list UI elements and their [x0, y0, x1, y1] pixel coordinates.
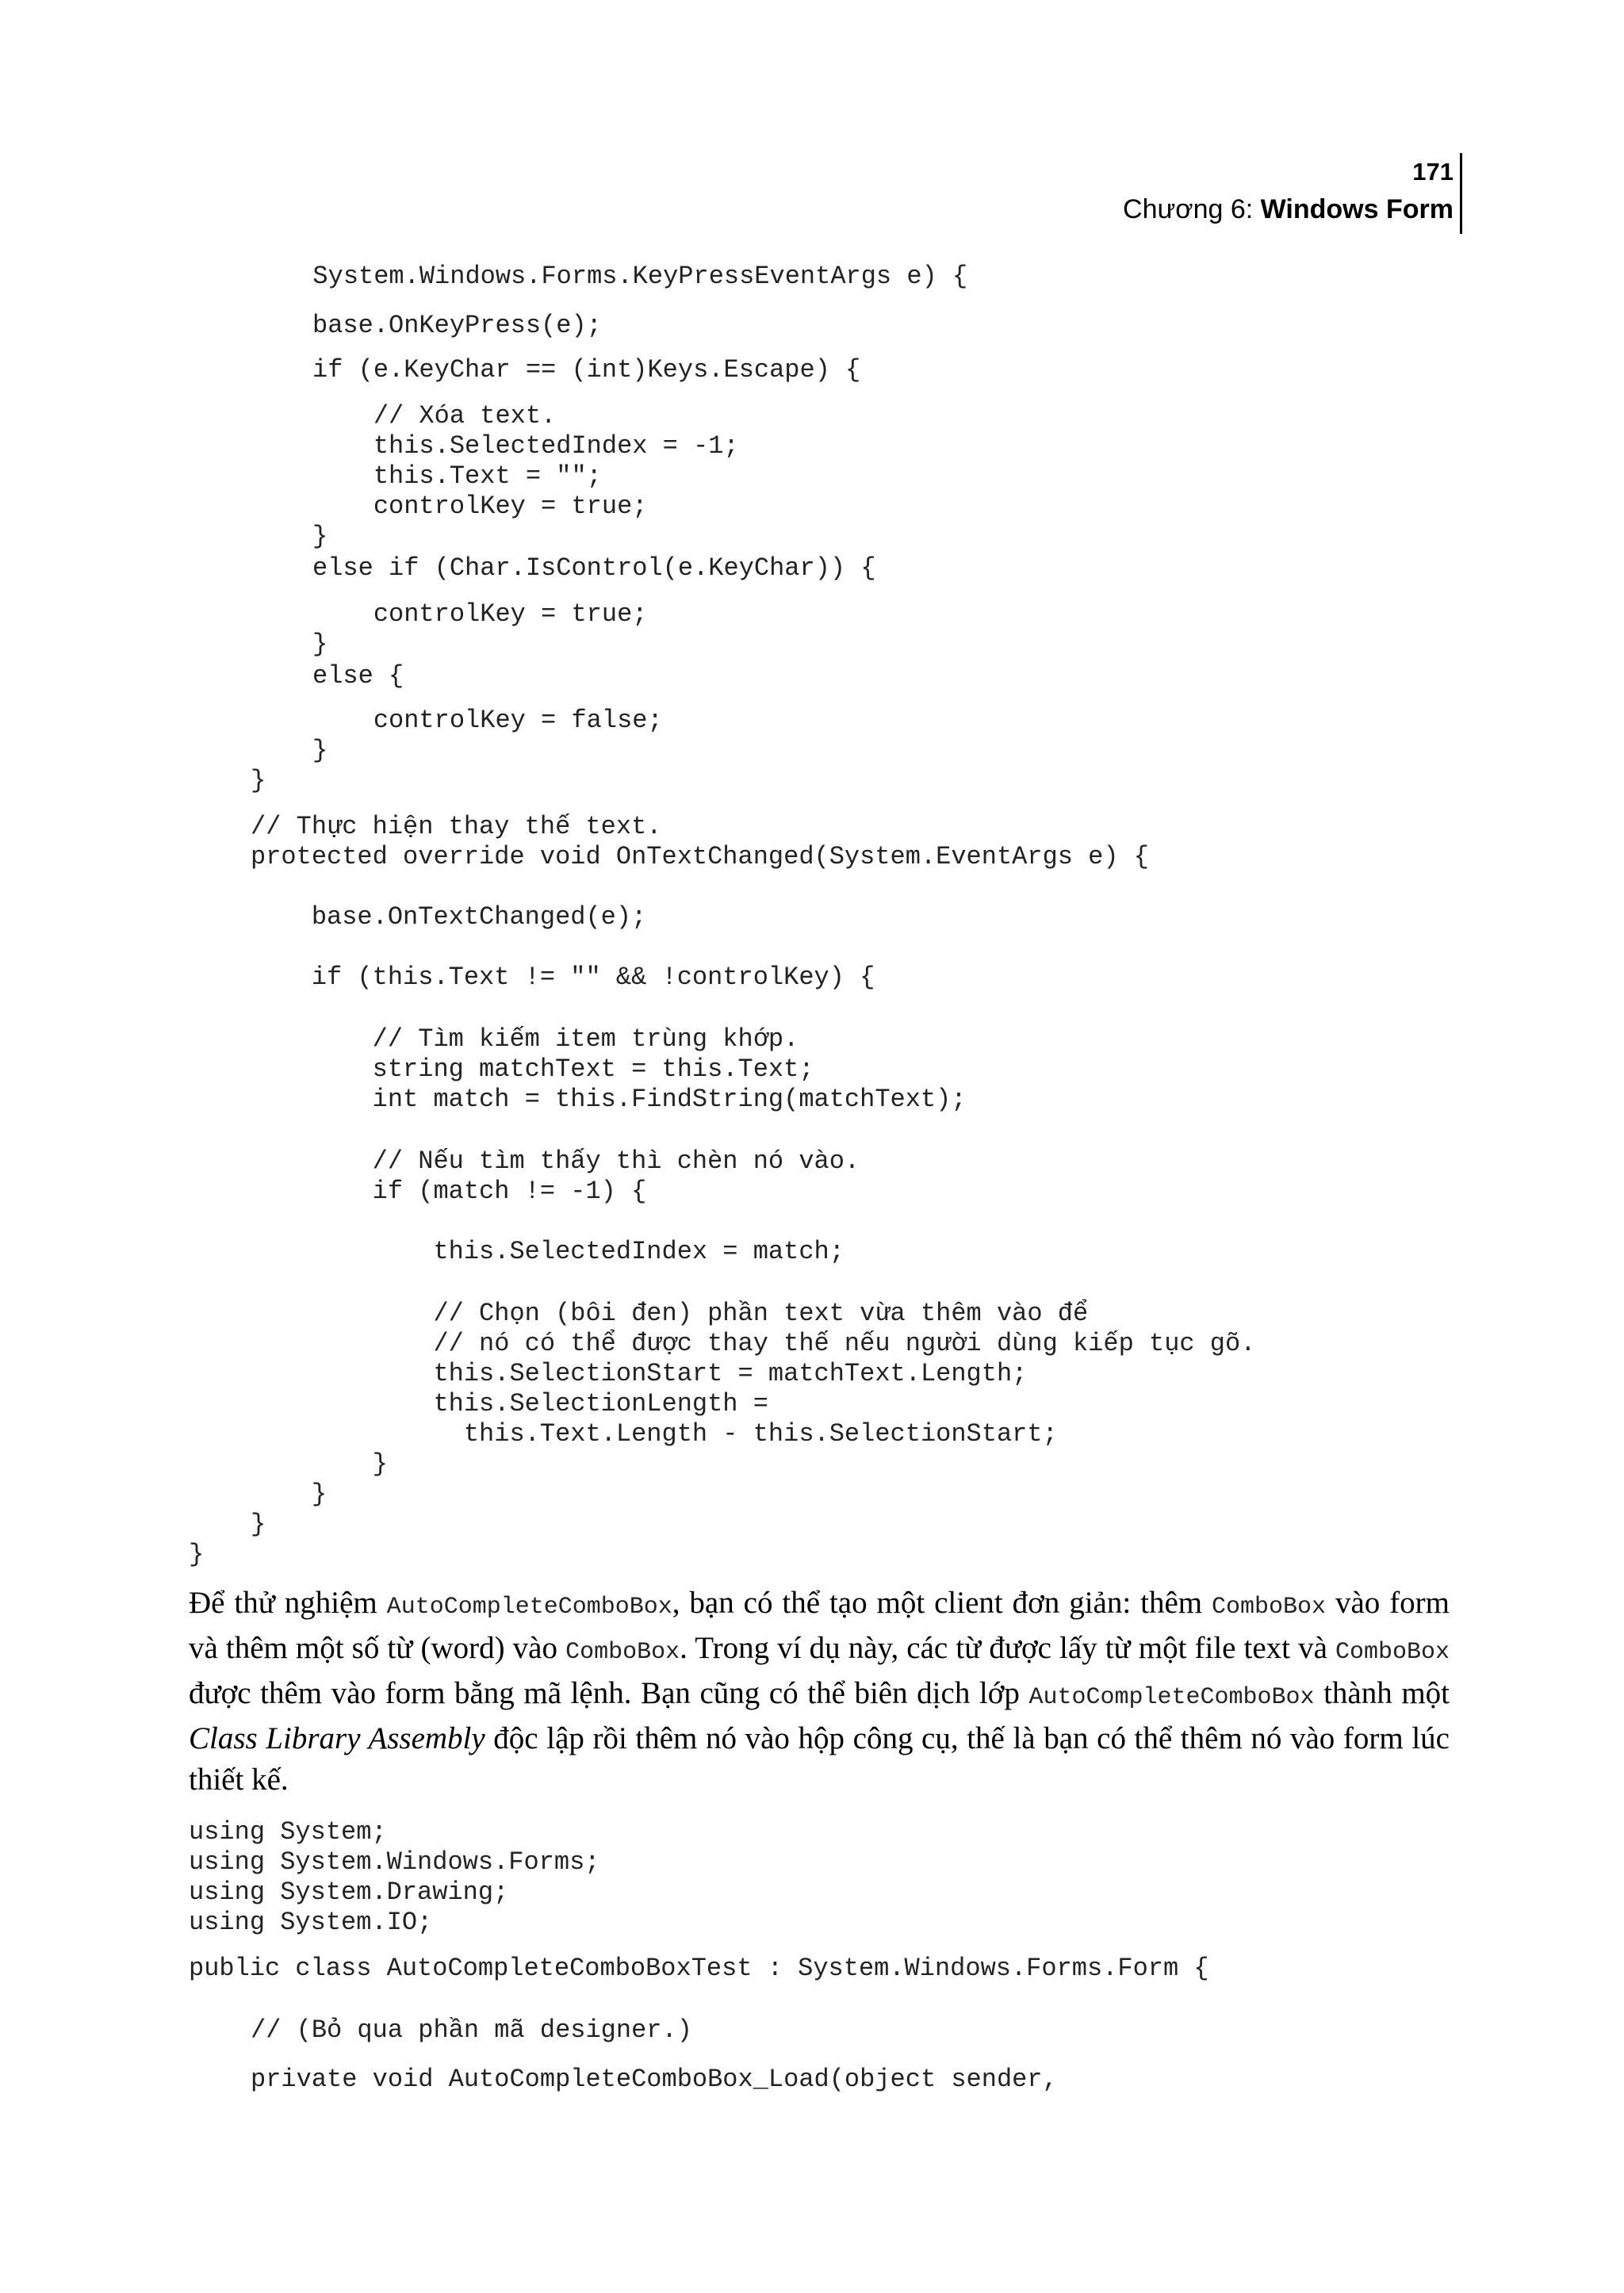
inline-code: ComboBox — [565, 1639, 680, 1666]
inline-code: AutoCompleteComboBox — [1028, 1684, 1315, 1711]
code-line: controlKey = false; — [312, 706, 663, 735]
inline-code: ComboBox — [1212, 1594, 1327, 1621]
code-line: // Tìm kiếm item trùng khớp. — [251, 1024, 799, 1054]
code-line: using System.IO; — [189, 1908, 433, 1937]
inline-code: AutoCompleteComboBox — [386, 1594, 672, 1621]
italic-term: Class Library Assembly — [189, 1721, 485, 1755]
code-line: } — [251, 1480, 327, 1509]
chapter-prefix: Chương 6: — [1123, 194, 1261, 224]
code-line: controlKey = true; — [312, 599, 648, 629]
code-line: } — [312, 522, 328, 551]
code-line: } — [312, 630, 328, 659]
code-line: int match = this.FindString(matchText); — [251, 1085, 967, 1114]
code-line: if (this.Text != "" && !controlKey) { — [251, 963, 875, 992]
header-rule — [1460, 153, 1462, 234]
code-line: this.Text.Length - this.SelectionStart; — [251, 1419, 1058, 1449]
code-line: protected override void OnTextChanged(System.EventArgs e) { — [251, 842, 1149, 871]
code-line: // nó có thể được thay thế nếu người dùng kiếp tục gõ. — [251, 1329, 1256, 1358]
code-line: string matchText = this.Text; — [251, 1055, 814, 1084]
code-line: this.SelectionStart = matchText.Length; — [251, 1359, 1028, 1388]
code-line: // (Bỏ qua phần mã designer.) — [251, 2015, 692, 2045]
code-line: } — [251, 1510, 266, 1539]
code-line: this.SelectedIndex = match; — [251, 1237, 845, 1266]
code-line: using System.Windows.Forms; — [189, 1847, 600, 1877]
chapter-title: Windows Form — [1260, 194, 1454, 224]
code-line: this.Text = ""; — [312, 461, 602, 491]
code-line: if (e.KeyChar == (int)Keys.Escape) { — [312, 355, 861, 385]
code-line: } — [312, 736, 328, 765]
code-line: base.OnKeyPress(e); — [312, 311, 602, 340]
page-header — [1123, 155, 1454, 229]
body-paragraph: Để thử nghiệm AutoCompleteComboBox, bạn có thể tạo một client đơn giản: thêm ComboBox vào form và thêm một số từ (word) vào ComboBox. Trong ví dụ này, các từ được lấy từ một file text và ComboBox được thêm vào form bằng mã lệnh. Bạn cũng có thể biên dịch lớp AutoCompleteComboBox thành một Class Library Assembly độc lập rồi thêm nó vào hộp công cụ, thế là bạn có thể thêm nó vào form lúc thiết kế. — [189, 1586, 1450, 1797]
code-line: } — [189, 1540, 205, 1569]
inline-code: ComboBox — [1335, 1639, 1450, 1666]
code-line: // Thực hiện thay thế text. — [251, 812, 662, 841]
code-line: } — [251, 766, 266, 795]
code-line: // Xóa text. — [312, 401, 557, 431]
code-line: public class AutoCompleteComboBoxTest : System.Windows.Forms.Form { — [189, 1954, 1209, 1983]
code-line: base.OnTextChanged(e); — [251, 902, 647, 932]
code-line: using System.Drawing; — [189, 1878, 509, 1907]
chapter-heading — [1123, 189, 1454, 229]
code-line: private void AutoCompleteComboBox_Load(object sender, — [251, 2065, 1058, 2094]
page-number: 171 — [1412, 158, 1454, 186]
code-line: } — [251, 1449, 388, 1479]
code-line: using System; — [189, 1817, 387, 1847]
code-line: // Nếu tìm thấy thì chèn nó vào. — [251, 1146, 860, 1176]
code-line: this.SelectionLength = — [251, 1389, 768, 1418]
code-line: this.SelectedIndex = -1; — [312, 431, 739, 461]
code-line: controlKey = true; — [312, 492, 648, 521]
code-line: else { — [312, 661, 404, 691]
code-line: if (match != -1) { — [251, 1177, 647, 1206]
code-line: else if (Char.IsControl(e.KeyChar)) { — [312, 553, 876, 583]
code-line: System.Windows.Forms.KeyPressEventArgs e) { — [282, 262, 968, 291]
code-line: // Chọn (bôi đen) phần text vừa thêm vào để — [251, 1299, 1089, 1328]
